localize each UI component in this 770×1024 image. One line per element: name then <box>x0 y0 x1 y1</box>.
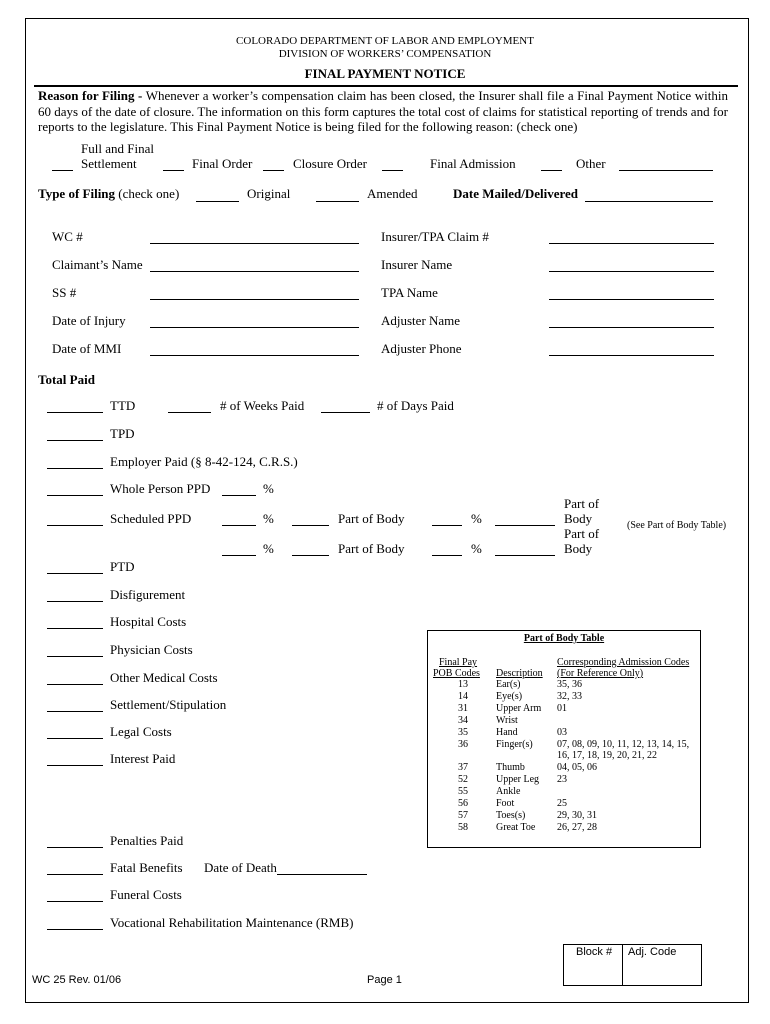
pob-description: Wrist <box>496 714 518 726</box>
pob-code: 52 <box>458 774 468 786</box>
title-rule <box>34 85 738 87</box>
date-mailed-label: Date Mailed/Delivered <box>453 186 579 201</box>
other-medical-label: Other Medical Costs <box>110 670 218 685</box>
option-closure-order: Closure Order <box>293 156 368 171</box>
pob-code: 37 <box>458 762 468 774</box>
pob-col3-header2: (For Reference Only) <box>557 668 644 679</box>
checkbox-full-final-settlement[interactable] <box>52 170 73 171</box>
see-pob-table-note: (See Part of Body Table) <box>627 520 727 531</box>
pob-admission-codes: 07, 08, 09, 10, 11, 12, 13, 14, 15, <box>557 738 690 750</box>
pob-admission-codes: 35, 36 <box>557 679 582 690</box>
pob-admission-codes: 23 <box>557 774 567 786</box>
block-number-label: Block # <box>576 946 613 958</box>
interest-input[interactable] <box>47 765 103 766</box>
scheduled-ppd-label: Scheduled PPD <box>110 511 192 526</box>
pob-admission-codes: 25 <box>557 798 567 809</box>
fatal-label: Fatal Benefits <box>110 860 183 875</box>
physician-label: Physician Costs <box>110 642 193 657</box>
checkbox-final-order[interactable] <box>163 170 184 171</box>
ttd-input[interactable] <box>47 412 103 413</box>
pob-description: Hand <box>496 726 518 738</box>
other-medical-input[interactable] <box>47 684 103 685</box>
pob-description: Foot <box>496 798 515 809</box>
adjuster-phone-label: Adjuster Phone <box>381 341 462 356</box>
form-id: WC 25 Rev. 01/06 <box>32 974 122 986</box>
legal-label: Legal Costs <box>110 724 172 739</box>
pob-admission-codes: 03 <box>557 726 567 738</box>
scheduled-pct3: % <box>263 541 274 556</box>
scheduled-pob1-input[interactable] <box>292 525 329 526</box>
pob-description: Ear(s) <box>496 679 521 690</box>
pob-code: 56 <box>458 798 468 809</box>
date-of-death-input[interactable] <box>277 874 367 875</box>
disfigurement-label: Disfigurement <box>110 587 186 602</box>
mmi-input[interactable] <box>150 355 359 356</box>
body-label-2: Body <box>564 541 593 556</box>
scheduled-pct4: % <box>471 541 482 556</box>
pob-description: Toes(s) <box>496 809 526 821</box>
scheduled-pob3-input[interactable] <box>292 555 329 556</box>
vocational-input[interactable] <box>47 929 103 930</box>
pob-description: Eye(s) <box>496 690 523 702</box>
days-paid-input[interactable] <box>321 412 370 413</box>
whole-person-pct: % <box>263 481 274 496</box>
penalties-input[interactable] <box>47 847 103 848</box>
insurer-name-input[interactable] <box>549 271 714 272</box>
filing-hint: (check one) <box>118 186 180 201</box>
pob-admission-codes: 16, 17, 18, 19, 20, 21, 22 <box>557 750 657 762</box>
tpa-name-label: TPA Name <box>381 285 438 300</box>
claimant-label: Claimant’s Name <box>52 257 143 272</box>
wc-label: WC # <box>52 229 83 244</box>
insurer-name-label: Insurer Name <box>381 257 453 272</box>
scheduled-pct2: % <box>471 511 482 526</box>
adjuster-name-label: Adjuster Name <box>381 313 461 328</box>
whole-person-label: Whole Person PPD <box>110 481 211 496</box>
pob-description: Finger(s) <box>496 738 533 750</box>
option-final-order: Final Order <box>192 156 253 171</box>
checkbox-amended[interactable] <box>316 201 359 202</box>
pob-code: 13 <box>458 679 468 690</box>
pob-code: 36 <box>458 738 468 750</box>
part-of-body-table <box>427 630 701 848</box>
legal-input[interactable] <box>47 738 103 739</box>
tpd-label: TPD <box>110 426 135 441</box>
scheduled-pct1-input[interactable] <box>222 525 256 526</box>
insurer-claim-input[interactable] <box>549 243 714 244</box>
mmi-label: Date of MMI <box>52 341 122 356</box>
filing-label: Type of Filing <box>38 186 116 201</box>
scheduled-pct1: % <box>263 511 274 526</box>
tpa-name-input[interactable] <box>549 299 714 300</box>
scheduled-pct2-input[interactable] <box>432 525 462 526</box>
reason-label: Reason for Filing - <box>38 88 143 103</box>
pob-code: 55 <box>458 786 468 798</box>
physician-input[interactable] <box>47 656 103 657</box>
part-of-label-2: Part of <box>564 526 600 541</box>
scheduled-pob2-input[interactable] <box>495 525 555 526</box>
disfigurement-input[interactable] <box>47 601 103 602</box>
employer-paid-input[interactable] <box>47 468 103 469</box>
reason-paragraph <box>38 88 728 135</box>
department-name: COLORADO DEPARTMENT OF LABOR AND EMPLOYMENT <box>236 35 534 47</box>
ss-label: SS # <box>52 285 77 300</box>
pob-code: 14 <box>458 690 468 702</box>
page-number: Page 1 <box>367 974 402 986</box>
ptd-label: PTD <box>110 559 135 574</box>
pob-description: Upper Arm <box>496 702 542 714</box>
total-paid-heading: Total Paid <box>38 372 95 387</box>
pob-code: 31 <box>458 702 468 714</box>
days-paid-label: # of Days Paid <box>377 398 454 413</box>
option-full-line1: Full and Final <box>81 141 154 156</box>
pob-col1-header1: Final Pay <box>439 657 478 668</box>
pob-description: Great Toe <box>496 821 536 833</box>
scheduled-pob4-input[interactable] <box>495 555 555 556</box>
weeks-paid-label: # of Weeks Paid <box>220 398 305 413</box>
insurer-claim-label: Insurer/TPA Claim # <box>381 229 489 244</box>
hospital-label: Hospital Costs <box>110 614 187 629</box>
adj-code-label: Adj. Code <box>628 946 677 958</box>
date-of-death-label: Date of Death <box>204 860 277 875</box>
settlement-label: Settlement/Stipulation <box>110 697 227 712</box>
filing-type <box>38 186 179 202</box>
pob-col1-header2: POB Codes <box>433 668 480 679</box>
checkbox-closure-order[interactable] <box>263 170 284 171</box>
pob-code: 57 <box>458 809 468 821</box>
doi-input[interactable] <box>150 327 359 328</box>
whole-person-pct-input[interactable] <box>222 495 256 496</box>
pob-table-title: Part of Body Table <box>523 633 605 644</box>
checkbox-original[interactable] <box>196 201 239 202</box>
ptd-input[interactable] <box>47 573 103 574</box>
funeral-label: Funeral Costs <box>110 887 182 902</box>
pob-code: 34 <box>458 714 468 726</box>
body-label-1: Body <box>564 511 593 526</box>
option-final-admission: Final Admission <box>430 156 516 171</box>
tpd-input[interactable] <box>47 440 103 441</box>
pob-admission-codes: 32, 33 <box>557 690 582 702</box>
filing-original: Original <box>247 186 291 201</box>
hospital-input[interactable] <box>47 628 103 629</box>
wc-input[interactable] <box>150 243 359 244</box>
ss-input[interactable] <box>150 299 359 300</box>
pob-admission-codes: 29, 30, 31 <box>557 809 597 821</box>
scheduled-pct3-input[interactable] <box>222 555 256 556</box>
doi-label: Date of Injury <box>52 313 126 328</box>
block-adj-box <box>563 944 702 986</box>
pob-col3-header1: Corresponding Admission Codes <box>557 657 690 668</box>
reason-text: Whenever a worker’s compensation claim has been closed, the Insurer shall file a Final Payment Notice within 60 days of the date of closure. The information on this form captures the total cost of claims for statistical reporting of trends and for reports to the legislature. This Final Payment Notice is being filed for the following reason: (check one) <box>38 88 728 134</box>
filing-amended: Amended <box>367 186 418 201</box>
adjuster-phone-input[interactable] <box>549 355 714 356</box>
scheduled-pct4-input[interactable] <box>432 555 462 556</box>
option-other: Other <box>576 156 606 171</box>
division-name: DIVISION OF WORKERS’ COMPENSATION <box>278 48 492 60</box>
other-reason-input[interactable] <box>619 170 713 171</box>
option-full-line2: Settlement <box>81 156 137 171</box>
pob-code: 58 <box>458 821 468 833</box>
scheduled-pob1-label: Part of Body <box>338 511 405 526</box>
scheduled-pob3-label: Part of Body <box>338 541 405 556</box>
block-divider <box>622 945 623 985</box>
pob-code: 35 <box>458 726 468 738</box>
weeks-paid-input[interactable] <box>168 412 211 413</box>
ttd-label: TTD <box>110 398 136 413</box>
adjuster-name-input[interactable] <box>549 327 714 328</box>
checkbox-other[interactable] <box>541 170 562 171</box>
part-of-label-1: Part of <box>564 496 600 511</box>
pob-admission-codes: 04, 05, 06 <box>557 762 597 774</box>
pob-description: Thumb <box>496 762 525 774</box>
funeral-input[interactable] <box>47 901 103 902</box>
pob-description: Ankle <box>496 786 521 798</box>
employer-paid-label: Employer Paid (§ 8-42-124, C.R.S.) <box>110 454 298 469</box>
pob-col2-header: Description <box>496 668 543 679</box>
settlement-input[interactable] <box>47 711 103 712</box>
pob-admission-codes: 01 <box>557 702 567 714</box>
whole-person-input[interactable] <box>47 495 103 496</box>
form-title: FINAL PAYMENT NOTICE <box>304 66 466 81</box>
pob-description: Upper Leg <box>496 774 540 786</box>
scheduled-ppd-input[interactable] <box>47 525 103 526</box>
interest-label: Interest Paid <box>110 751 176 766</box>
fatal-input[interactable] <box>47 874 103 875</box>
date-mailed-input[interactable] <box>585 201 713 202</box>
pob-admission-codes: 26, 27, 28 <box>557 821 597 833</box>
checkbox-final-admission[interactable] <box>382 170 403 171</box>
penalties-label: Penalties Paid <box>110 833 184 848</box>
vocational-label: Vocational Rehabilitation Maintenance (RMB) <box>110 915 354 930</box>
claimant-input[interactable] <box>150 271 359 272</box>
